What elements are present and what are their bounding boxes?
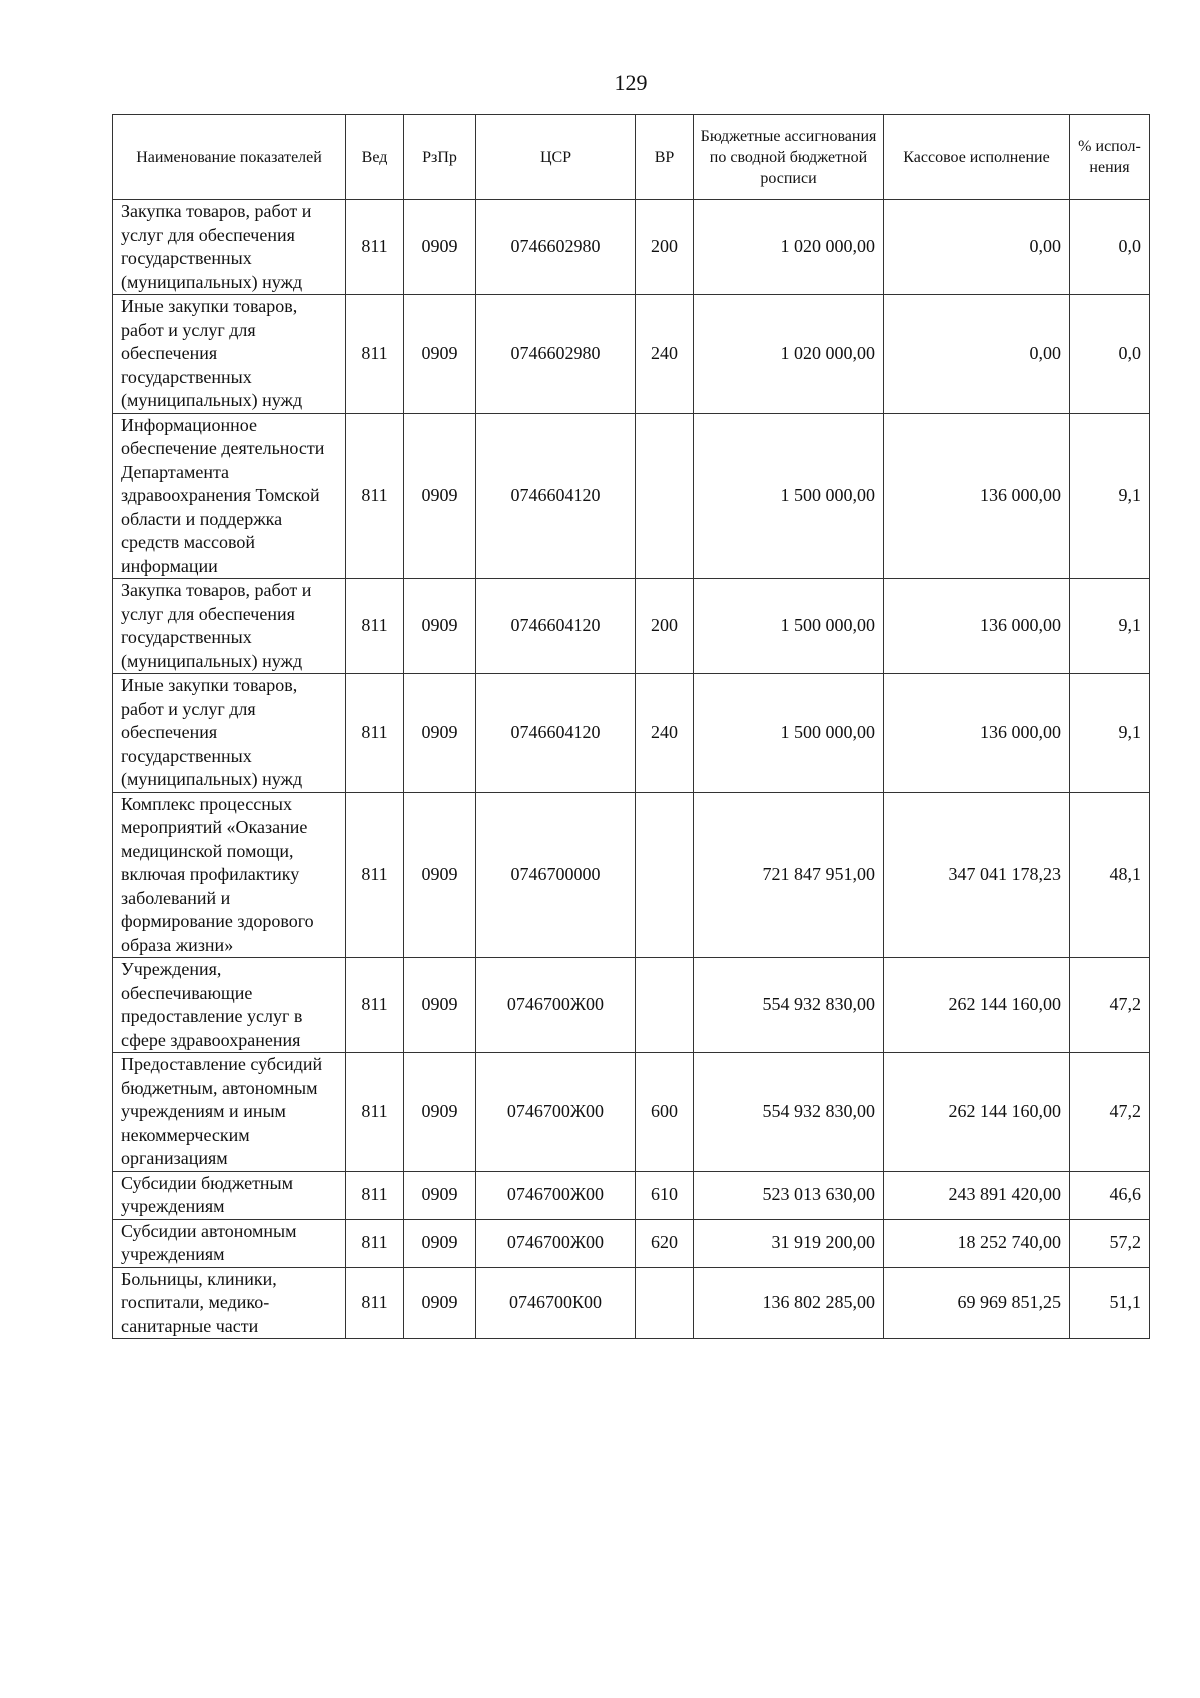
- table-row: [113, 200, 1150, 295]
- cell-rzpr: 0909: [404, 413, 476, 579]
- cell-pct: 47,2: [1070, 1053, 1150, 1172]
- cell-budget: 554 932 830,00: [694, 1053, 884, 1172]
- cell-cash: 262 144 160,00: [884, 958, 1070, 1053]
- cell-pct: 9,1: [1070, 413, 1150, 579]
- cell-pct: 0,0: [1070, 295, 1150, 414]
- col-header-ved: Вед: [346, 115, 404, 200]
- table-row: [113, 674, 1150, 793]
- cell-csr: 0746604120: [476, 674, 636, 793]
- table-header-row: [113, 115, 1150, 200]
- cell-ved: 811: [346, 295, 404, 414]
- cell-cash: 18 252 740,00: [884, 1219, 1070, 1267]
- cell-ved: 811: [346, 958, 404, 1053]
- cell-ved: 811: [346, 413, 404, 579]
- cell-name: Субсидии автономным учреждениям: [113, 1219, 346, 1267]
- cell-rzpr: 0909: [404, 1267, 476, 1339]
- cell-ved: 811: [346, 1219, 404, 1267]
- cell-csr: 0746604120: [476, 413, 636, 579]
- col-header-vr: ВР: [636, 115, 694, 200]
- cell-ved: 811: [346, 1267, 404, 1339]
- table-row: [113, 1267, 1150, 1339]
- cell-ved: 811: [346, 1053, 404, 1172]
- cell-pct: 51,1: [1070, 1267, 1150, 1339]
- cell-budget: 721 847 951,00: [694, 792, 884, 958]
- col-header-name: Наименование показателей: [113, 115, 346, 200]
- cell-budget: 1 500 000,00: [694, 674, 884, 793]
- cell-rzpr: 0909: [404, 958, 476, 1053]
- cell-name: Предоставление субсидий бюджетным, автономным учреждениям и иным некоммерческим организациям: [113, 1053, 346, 1172]
- cell-ved: 811: [346, 792, 404, 958]
- cell-name: Иные закупки товаров, работ и услуг для обеспечения государственных (муниципальных) нужд: [113, 674, 346, 793]
- cell-rzpr: 0909: [404, 792, 476, 958]
- cell-name: Информационное обеспечение деятельности Департамента здравоохранения Томской области и поддержка средств массовой информации: [113, 413, 346, 579]
- cell-vr: 600: [636, 1053, 694, 1172]
- cell-vr: 620: [636, 1219, 694, 1267]
- table-row: [113, 958, 1150, 1053]
- cell-name: Закупка товаров, работ и услуг для обеспечения государственных (муниципальных) нужд: [113, 579, 346, 674]
- cell-vr: 610: [636, 1171, 694, 1219]
- cell-ved: 811: [346, 200, 404, 295]
- cell-csr: 0746700Ж00: [476, 1219, 636, 1267]
- cell-rzpr: 0909: [404, 1053, 476, 1172]
- cell-vr: 200: [636, 579, 694, 674]
- col-header-rzpr: РзПр: [404, 115, 476, 200]
- cell-csr: 0746700000: [476, 792, 636, 958]
- col-header-pct: % испол-нения: [1070, 115, 1150, 200]
- table-row: [113, 792, 1150, 958]
- cell-cash: 136 000,00: [884, 674, 1070, 793]
- cell-budget: 554 932 830,00: [694, 958, 884, 1053]
- cell-cash: 262 144 160,00: [884, 1053, 1070, 1172]
- cell-cash: 136 000,00: [884, 413, 1070, 579]
- table-row: [113, 1171, 1150, 1219]
- cell-budget: 1 500 000,00: [694, 579, 884, 674]
- cell-vr: [636, 792, 694, 958]
- cell-pct: 47,2: [1070, 958, 1150, 1053]
- cell-vr: 240: [636, 295, 694, 414]
- table-row: [113, 295, 1150, 414]
- cell-vr: [636, 413, 694, 579]
- cell-cash: 347 041 178,23: [884, 792, 1070, 958]
- cell-ved: 811: [346, 674, 404, 793]
- cell-pct: 9,1: [1070, 579, 1150, 674]
- cell-cash: 0,00: [884, 200, 1070, 295]
- cell-pct: 46,6: [1070, 1171, 1150, 1219]
- col-header-csr: ЦСР: [476, 115, 636, 200]
- cell-budget: 1 500 000,00: [694, 413, 884, 579]
- cell-ved: 811: [346, 1171, 404, 1219]
- cell-rzpr: 0909: [404, 295, 476, 414]
- cell-budget: 31 919 200,00: [694, 1219, 884, 1267]
- cell-rzpr: 0909: [404, 674, 476, 793]
- cell-name: Закупка товаров, работ и услуг для обеспечения государственных (муниципальных) нужд: [113, 200, 346, 295]
- cell-name: Комплекс процессных мероприятий «Оказание медицинской помощи, включая профилактику заболеваний и формирование здорового образа жизни»: [113, 792, 346, 958]
- cell-csr: 0746700Ж00: [476, 1171, 636, 1219]
- col-header-budget: Бюджетные ассигнования по сводной бюджетной росписи: [694, 115, 884, 200]
- table-row: [113, 1219, 1150, 1267]
- cell-csr: 0746700Ж00: [476, 1053, 636, 1172]
- cell-budget: 1 020 000,00: [694, 295, 884, 414]
- cell-vr: 200: [636, 200, 694, 295]
- cell-cash: 0,00: [884, 295, 1070, 414]
- cell-budget: 136 802 285,00: [694, 1267, 884, 1339]
- cell-csr: 0746700Ж00: [476, 958, 636, 1053]
- budget-execution-table: [112, 114, 1150, 1339]
- cell-rzpr: 0909: [404, 579, 476, 674]
- cell-name: Больницы, клиники, госпитали, медико-санитарные части: [113, 1267, 346, 1339]
- cell-vr: 240: [636, 674, 694, 793]
- cell-pct: 48,1: [1070, 792, 1150, 958]
- cell-pct: 9,1: [1070, 674, 1150, 793]
- page-number: 129: [614, 70, 648, 95]
- table-row: [113, 413, 1150, 579]
- cell-csr: 0746604120: [476, 579, 636, 674]
- cell-budget: 1 020 000,00: [694, 200, 884, 295]
- cell-name: Учреждения, обеспечивающие предоставление услуг в сфере здравоохранения: [113, 958, 346, 1053]
- cell-cash: 69 969 851,25: [884, 1267, 1070, 1339]
- cell-rzpr: 0909: [404, 1171, 476, 1219]
- table-row: [113, 1053, 1150, 1172]
- cell-cash: 243 891 420,00: [884, 1171, 1070, 1219]
- cell-vr: [636, 1267, 694, 1339]
- cell-csr: 0746602980: [476, 295, 636, 414]
- cell-ved: 811: [346, 579, 404, 674]
- cell-cash: 136 000,00: [884, 579, 1070, 674]
- cell-budget: 523 013 630,00: [694, 1171, 884, 1219]
- cell-pct: 57,2: [1070, 1219, 1150, 1267]
- cell-name: Субсидии бюджетным учреждениям: [113, 1171, 346, 1219]
- cell-rzpr: 0909: [404, 200, 476, 295]
- cell-vr: [636, 958, 694, 1053]
- cell-csr: 0746700К00: [476, 1267, 636, 1339]
- cell-pct: 0,0: [1070, 200, 1150, 295]
- cell-csr: 0746602980: [476, 200, 636, 295]
- table-row: [113, 579, 1150, 674]
- col-header-cash: Кассовое исполнение: [884, 115, 1070, 200]
- cell-rzpr: 0909: [404, 1219, 476, 1267]
- cell-name: Иные закупки товаров, работ и услуг для обеспечения государственных (муниципальных) нужд: [113, 295, 346, 414]
